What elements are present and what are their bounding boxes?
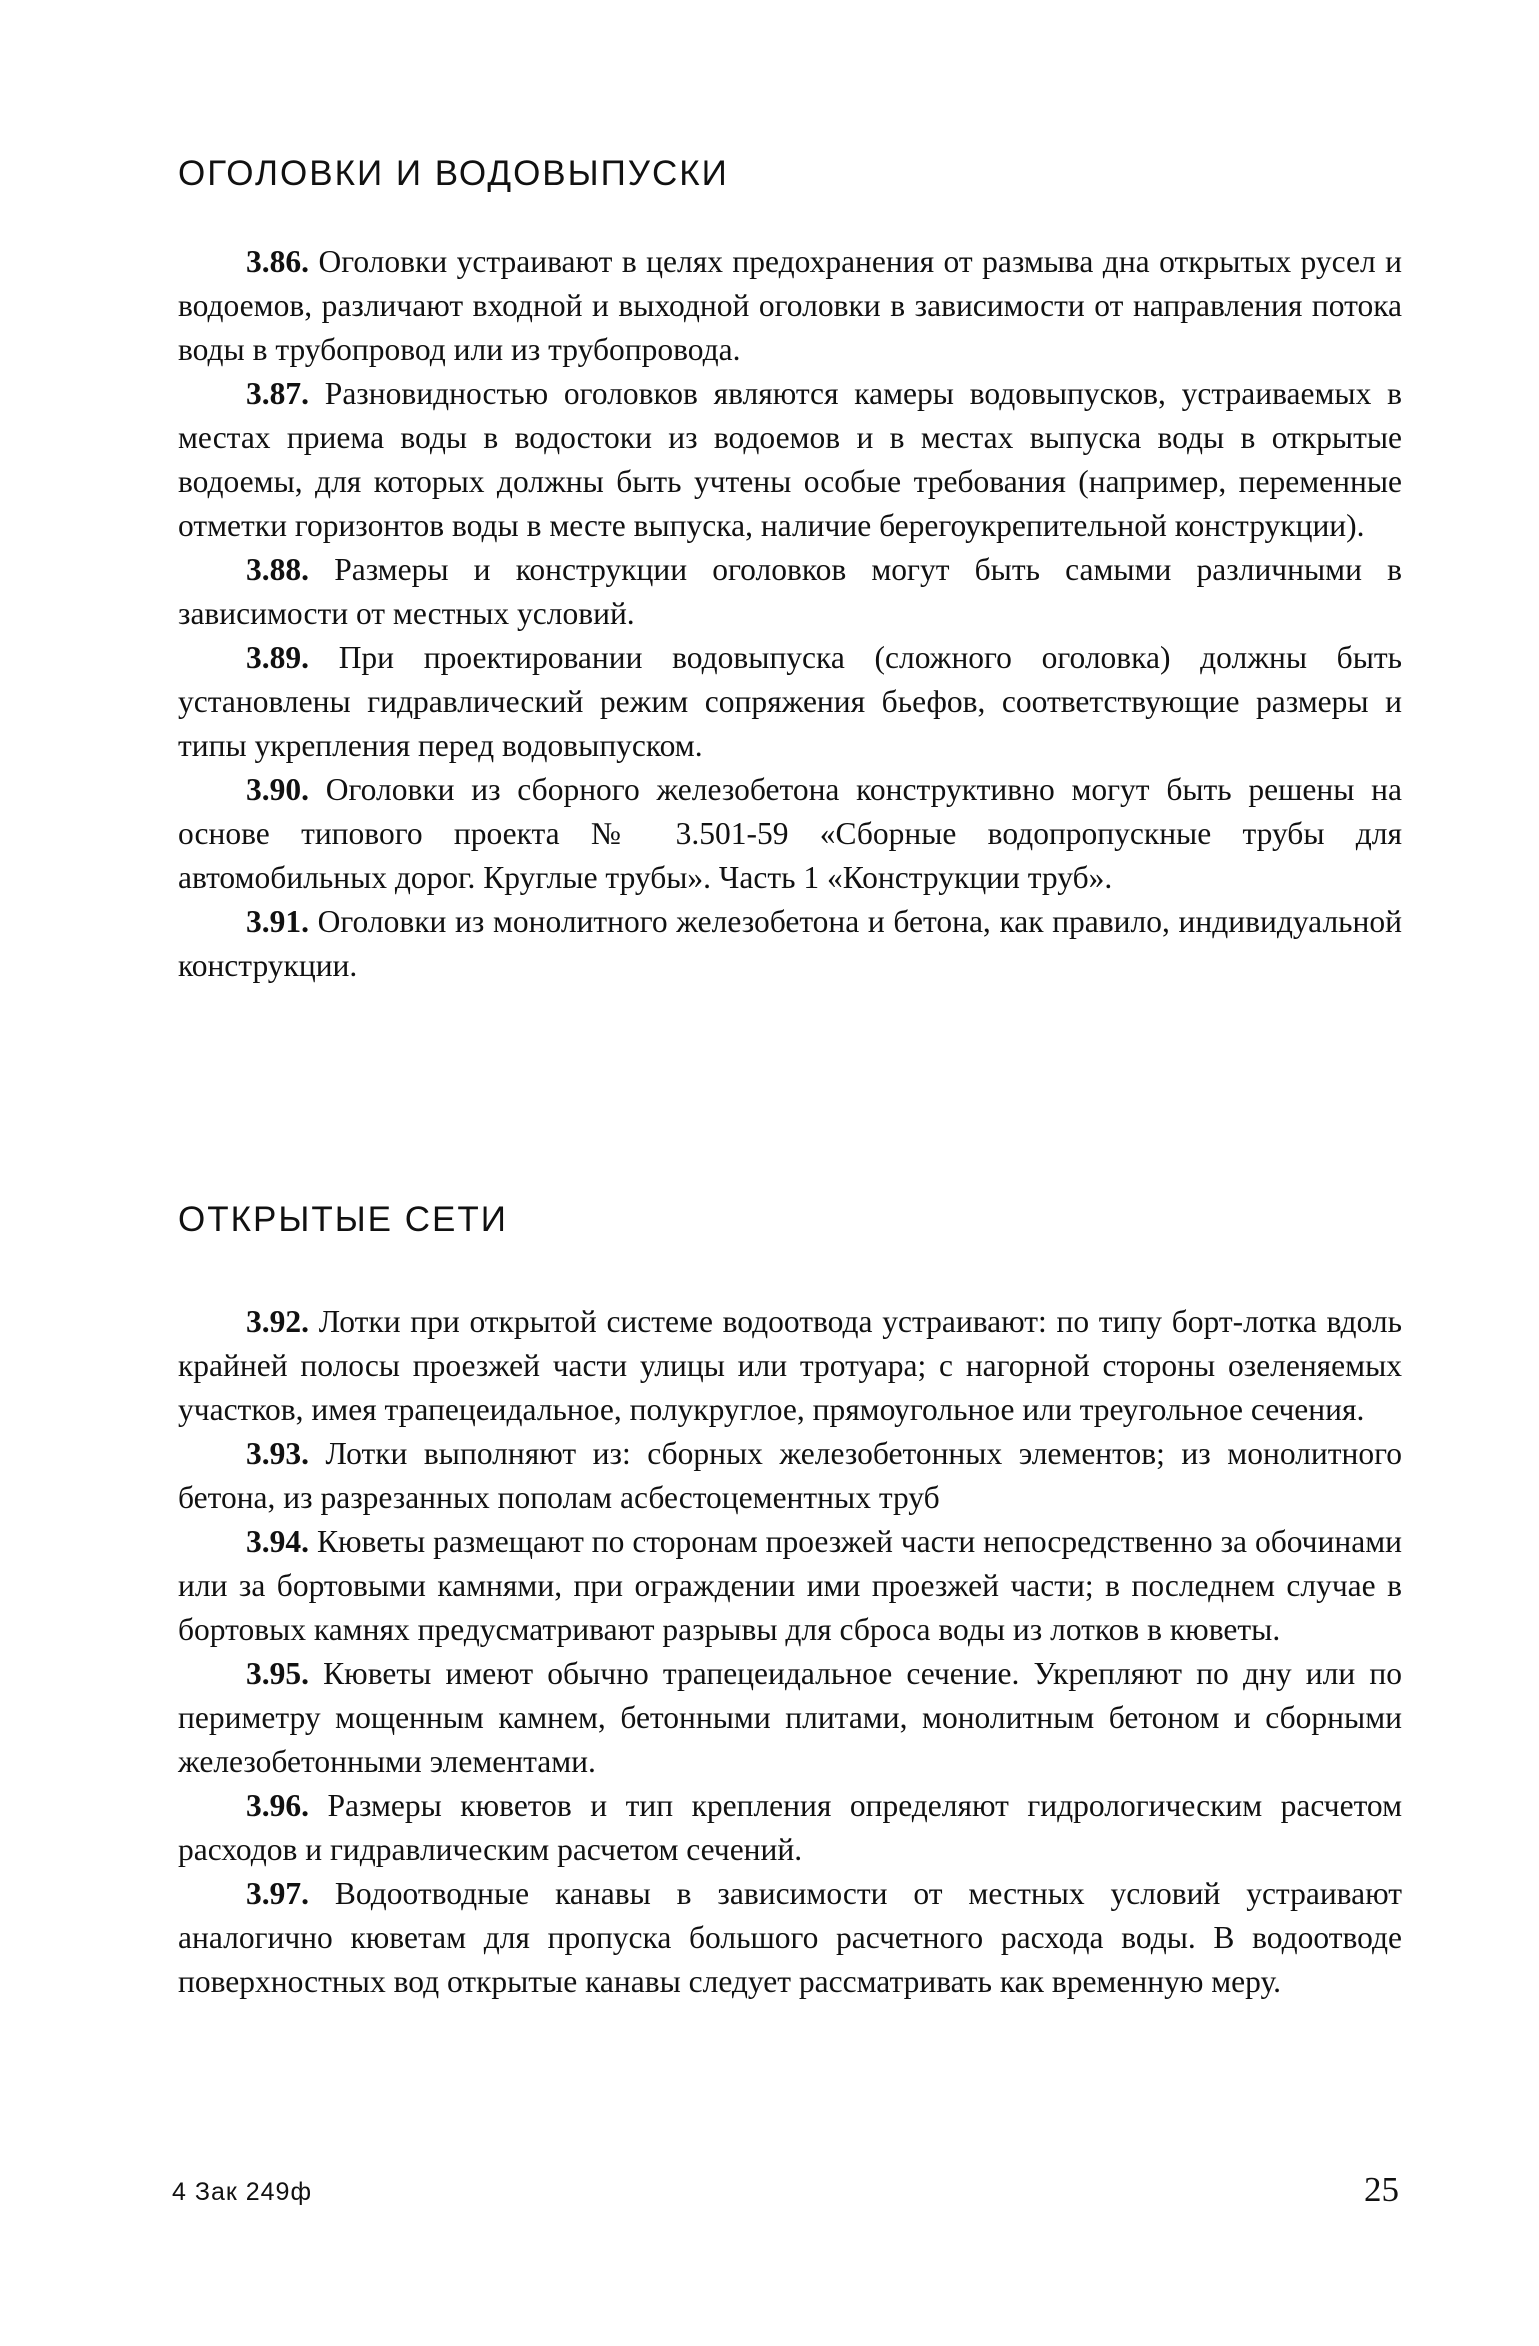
paragraph-text: Водоотводные канавы в зависимости от местных условий устраивают аналогично кюветам для пропуска большого расчетного расхода воды. В водоотводе поверхностных вод открытые канавы следует рассматривать как временную меру. [178, 1876, 1402, 1999]
paragraph-number: 3.92. [246, 1304, 309, 1339]
paragraph-text: Оголовки устраивают в целях предохранения от размыва дна открытых русел и водоемов, различают входной и выходной оголовки в зависимости от направления потока воды в трубопровод или из трубопровода. [178, 244, 1402, 367]
paragraph-text: Кюветы имеют обычно трапецеидальное сечение. Укрепляют по дну или по периметру мощенным камнем, бетонными плитами, монолитным бетоном и сборными железобетонными элементами. [178, 1656, 1402, 1779]
page-number: 25 [1364, 2170, 1399, 2209]
paragraph-text: Разновидностью оголовков являются камеры водовыпусков, устраиваемых в местах приема воды в водостоки из водоемов и в местах выпуска воды в открытые водоемы, для которых должны быть учтены особые требования (например, переменные отметки горизонтов воды в месте выпуска, наличие берегоукрепительной конструкции). [178, 376, 1403, 543]
paragraph-text: При проектировании водовыпуска (сложного оголовка) должны быть установлены гидравлический режим сопряжения бьефов, соответствующие размеры и типы укрепления перед водовыпуском. [178, 640, 1403, 763]
paragraph-3-94 [178, 1520, 1402, 1652]
paragraph-number: 3.87. [246, 376, 309, 411]
paragraph-number: 3.97. [246, 1876, 309, 1911]
paragraph-3-93 [178, 1432, 1402, 1520]
paragraph-number: 3.95. [246, 1656, 309, 1691]
paragraph-3-88 [178, 548, 1402, 636]
paragraph-3-86 [178, 240, 1402, 372]
paragraph-text: Лотки выполняют из: сборных железобетонных элементов; из монолитного бетона, из разрезанных пополам асбестоцементных труб [178, 1436, 1402, 1515]
section-ogolovki-body [178, 240, 1402, 988]
paragraph-text: Оголовки из монолитного железобетона и бетона, как правило, индивидуальной конструкции. [178, 904, 1402, 983]
paragraph-number: 3.89. [246, 640, 309, 675]
paragraph-number: 3.90. [246, 772, 309, 807]
paragraph-text: Размеры кюветов и тип крепления определяют гидрологическим расчетом расходов и гидравлическим расчетом сечений. [178, 1788, 1402, 1867]
section-heading-ogolovki: ОГОЛОВКИ И ВОДОВЫПУСКИ [178, 154, 729, 193]
footer-order-note: 4 Зак 249ф [172, 2178, 313, 2206]
paragraph-3-89 [178, 636, 1402, 768]
paragraph-3-90 [178, 768, 1402, 900]
paragraph-3-96 [178, 1784, 1402, 1872]
paragraph-3-95 [178, 1652, 1402, 1784]
paragraph-number: 3.86. [246, 244, 309, 279]
paragraph-number: 3.88. [246, 552, 309, 587]
paragraph-3-97 [178, 1872, 1402, 2004]
paragraph-text: Размеры и конструкции оголовков могут быть самыми различными в зависимости от местных условий. [178, 552, 1403, 631]
paragraph-number: 3.94. [246, 1524, 309, 1559]
paragraph-number: 3.93. [246, 1436, 309, 1471]
paragraph-text: Кюветы размещают по сторонам проезжей части непосредственно за обочинами или за бортовыми камнями, при ограждении ими проезжей части; в последнем случае в бортовых камнях предусматривают разрывы для сброса воды из лотков в кюветы. [178, 1524, 1403, 1647]
paragraph-text: Оголовки из сборного железобетона конструктивно могут быть решены на основе типового проекта № 3.501-59 «Сборные водопропускные трубы для автомобильных дорог. Круглые трубы». Часть 1 «Конструкции труб». [178, 772, 1403, 895]
paragraph-3-91 [178, 900, 1402, 988]
paragraph-3-87 [178, 372, 1402, 548]
section-heading-otkrytye-seti: ОТКРЫТЫЕ СЕТИ [178, 1200, 508, 1239]
paragraph-3-92 [178, 1300, 1402, 1432]
paragraph-number: 3.96. [246, 1788, 309, 1823]
paragraph-text: Лотки при открытой системе водоотвода устраивают: по типу борт-лотка вдоль крайней полосы проезжей части улицы или тротуара; с нагорной стороны озеленяемых участков, имея трапецеидальное, полукруглое, прямоугольное или треугольное сечения. [178, 1304, 1402, 1427]
paragraph-number: 3.91. [246, 904, 309, 939]
section-otkrytye-seti-body [178, 1300, 1402, 2004]
